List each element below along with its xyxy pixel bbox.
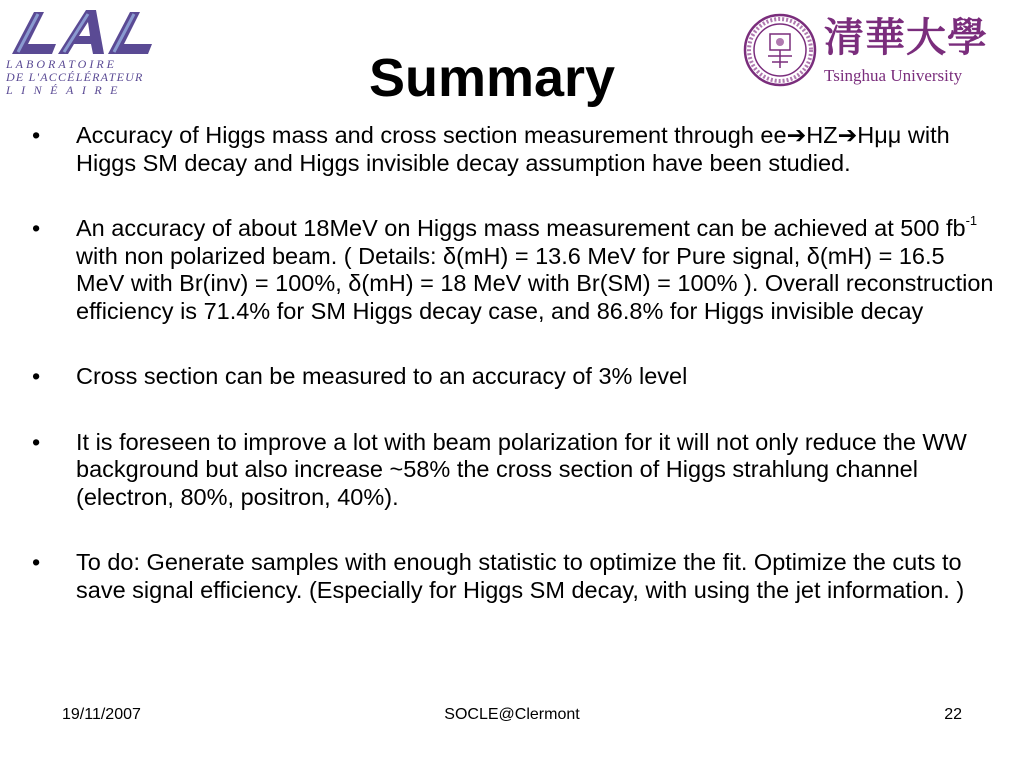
arrow-icon: ➔ bbox=[837, 122, 858, 148]
bullet-item bbox=[30, 122, 998, 177]
lal-logo-line1: LABORATOIRE bbox=[6, 57, 117, 71]
footer-event: SOCLE@Clermont bbox=[444, 706, 580, 723]
superscript: -1 bbox=[965, 213, 978, 229]
bullet-item bbox=[30, 429, 998, 512]
bullet-marker: • bbox=[32, 215, 41, 241]
bullet-text: with non polarized beam. ( Details: δ(mH) = 13.6 MeV for Pure signal, δ(mH) = 16.5 MeV with Br(inv) = 100%, δ(mH) = 18 MeV with Br(SM) = 100% ). Overall reconstruction efficiency is 71.4% for SM Higgs decay case, and 86.8% for Higgs invisible decay bbox=[76, 242, 994, 324]
footer-date: 19/11/2007 bbox=[62, 706, 141, 723]
bullet-marker: • bbox=[32, 122, 41, 148]
bullet-list bbox=[30, 122, 998, 642]
bullet-marker: • bbox=[32, 428, 41, 455]
bullet-text: HZ bbox=[806, 122, 838, 148]
tsinghua-english-name: Tsinghua University bbox=[824, 66, 963, 85]
bullet-text: Hμμ with Higgs SM decay and Higgs invisible decay assumption have been studied. bbox=[76, 122, 950, 176]
bullet-marker: • bbox=[32, 549, 41, 575]
lal-logo-line3: LINÉAIRE bbox=[6, 83, 126, 97]
bullet-text: Accuracy of Higgs mass and cross section measurement through ee bbox=[76, 122, 787, 148]
footer bbox=[0, 706, 1024, 730]
bullet-text: Cross section can be measured to an accuracy of 3% level bbox=[76, 363, 688, 389]
bullet-item bbox=[30, 215, 998, 325]
bullet-text: An accuracy of about 18MeV on Higgs mass measurement can be achieved at 500 fb bbox=[76, 215, 966, 241]
lal-logo-line2: DE L'ACCÉLÉRATEUR bbox=[6, 70, 144, 84]
bullet-item bbox=[30, 549, 998, 604]
bullet-marker: • bbox=[32, 363, 41, 389]
bullet-item bbox=[30, 363, 998, 391]
page-number: 22 bbox=[944, 706, 962, 723]
tsinghua-chinese-name: 清華大學 bbox=[824, 14, 988, 61]
slide-title: Summary bbox=[368, 48, 616, 108]
arrow-icon: ➔ bbox=[786, 122, 807, 148]
bullet-text: To do: Generate samples with enough statistic to optimize the fit. Optimize the cuts to save signal efficiency. (Especially for Higgs SM decay, with using the jet information. ) bbox=[76, 549, 965, 603]
bullet-text: It is foreseen to improve a lot with beam polarization for it will not only reduce the WW background but also increase ~58% the cross section of Higgs strahlung channel (electron, 80%, positron, 40%). bbox=[76, 428, 967, 510]
